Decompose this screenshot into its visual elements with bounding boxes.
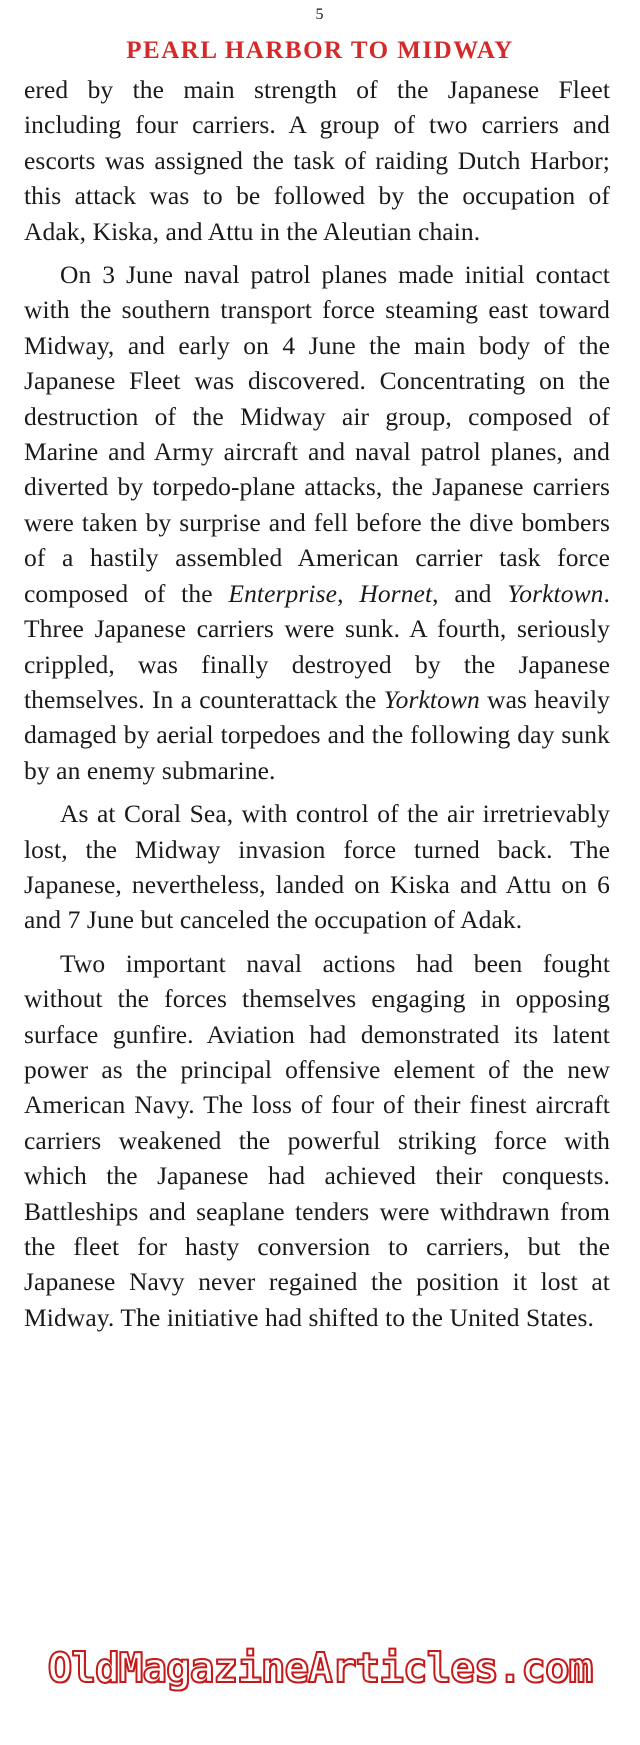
paragraph-2-text-a: On 3 June naval patrol planes made initial contact with the southern transport force steaming east toward Midway, and early on 4 June the main body of the Japanese Fleet was discovered. Concentrating on the destruction of the Midway air group, composed of Marine and Army aircraft and naval patrol planes, and diverted by torpedo-plane attacks, the Japanese carriers were taken by surprise and fell before the dive bombers of a hastily assembled American carrier task force composed of the (24, 260, 610, 608)
paragraph-2-text-b: , (337, 578, 360, 608)
paragraph-2-text-e: was heavily damaged by aerial torpedoes and the following day sunk by an enemy submarine. (24, 684, 610, 785)
ship-name-enterprise: Enterprise (228, 578, 338, 608)
paragraph-2-text-d: . Three Japanese carriers were sunk. A fourth, seriously crippled, was finally destroyed by the Japanese themselves. In a counterattack the (24, 578, 611, 714)
paragraph-1: ered by the main strength of the Japanese Fleet including four carriers. A group of two carriers and escorts was assigned the task of raiding Dutch Harbor; this attack was to be followed by the occupation of Adak, Kiska, and Attu in the Aleutian chain. (24, 75, 610, 246)
page-number: 5 (315, 6, 325, 23)
ship-name-yorktown-2: Yorktown (383, 684, 480, 714)
running-head-title: PEARL HARBOR TO MIDWAY (126, 37, 514, 64)
paragraph-2 (24, 257, 610, 788)
paragraph-4: Two important naval actions had been fought without the forces themselves engaging in opposing surface gunfire. Aviation had demonstrated its latent power as the principal offensive element of the new American Navy. The loss of four of their finest aircraft carriers weakened the powerful striking force with which the Japanese had achieved their conquests. Battleships and seaplane tenders were withdrawn from the fleet for hasty conversion to carriers, but the Japanese Navy never regained the position it lost at Midway. The initiative had shifted to the United States. (24, 948, 610, 1332)
ship-name-yorktown: Yorktown (507, 578, 604, 608)
paragraph-3: As at Coral Sea, with control of the air irretrievably lost, the Midway invasion force turned back. The Japanese, nevertheless, landed on Kiska and Attu on 6 and 7 June but canceled the occupation of Adak. (24, 799, 610, 935)
ship-name-hornet: Hornet (359, 578, 433, 608)
paragraph-2-text-c: , and (432, 578, 508, 608)
article-body (24, 72, 610, 1343)
site-watermark: OldMagazineArticles.com (47, 1644, 593, 1692)
